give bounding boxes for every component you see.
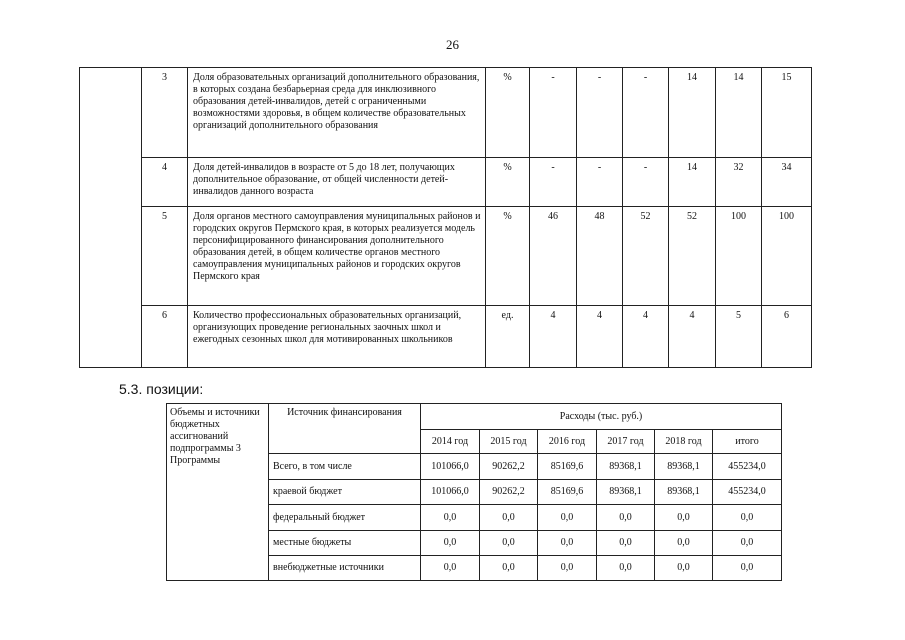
amount-cell: 0,0 (421, 531, 480, 556)
amount-cell: 90262,2 (480, 480, 538, 505)
value-cell: 4 (669, 306, 716, 368)
amount-cell: 0,0 (538, 531, 597, 556)
unit-cell: % (486, 207, 530, 306)
value-cell: 32 (716, 158, 762, 207)
amount-cell: 85169,6 (538, 454, 597, 480)
empty-cell (80, 68, 142, 368)
expenses-header: Расходы (тыс. руб.) (421, 404, 782, 430)
table-row (80, 207, 812, 306)
funding-table (166, 403, 782, 581)
value-cell: - (530, 158, 577, 207)
source-cell: местные бюджеты (269, 531, 421, 556)
value-cell: 14 (669, 68, 716, 158)
amount-cell: 0,0 (713, 531, 782, 556)
amount-cell: 0,0 (655, 556, 713, 581)
amount-cell: 0,0 (480, 505, 538, 531)
value-cell: 52 (669, 207, 716, 306)
indicator-text: Доля детей-инвалидов в возрасте от 5 до 18 лет, получающих дополнительное образование, от общей численности детей-инвалидов данного возраста (188, 158, 486, 207)
unit-cell: ед. (486, 306, 530, 368)
table-row (80, 306, 812, 368)
amount-cell: 0,0 (597, 531, 655, 556)
value-cell: - (623, 68, 669, 158)
amount-cell: 89368,1 (655, 480, 713, 505)
year-header: 2017 год (597, 430, 655, 454)
amount-cell: 0,0 (538, 556, 597, 581)
year-header: 2016 год (538, 430, 597, 454)
amount-cell: 101066,0 (421, 454, 480, 480)
amount-cell: 0,0 (421, 556, 480, 581)
amount-cell: 0,0 (421, 505, 480, 531)
year-header: 2018 год (655, 430, 713, 454)
indicator-text: Количество профессиональных образовательных организаций, организующих проведение региональных заочных школ и ежегодных сезонных школ для мотивированных школьников (188, 306, 486, 368)
value-cell: 6 (762, 306, 812, 368)
unit-cell: % (486, 68, 530, 158)
value-cell: 4 (530, 306, 577, 368)
amount-cell: 455234,0 (713, 454, 782, 480)
value-cell: - (577, 68, 623, 158)
value-cell: 34 (762, 158, 812, 207)
amount-cell: 85169,6 (538, 480, 597, 505)
row-number: 4 (142, 158, 188, 207)
row-number: 5 (142, 207, 188, 306)
value-cell: - (623, 158, 669, 207)
unit-cell: % (486, 158, 530, 207)
table-row (80, 158, 812, 207)
section-title: 5.3. позиции: (119, 381, 204, 397)
funding-label: Объемы и источники бюджетных ассигнований подпрограммы 3 Программы (167, 404, 269, 581)
indicator-text: Доля органов местного самоуправления муниципальных районов и городских округов Пермского края, в которых реализуется модель персонифицированного финансирования дополнительного образования детей, в общем количестве органов местного самоуправления муниципальных районов и городских округов Пермского края (188, 207, 486, 306)
source-cell: Всего, в том числе (269, 454, 421, 480)
amount-cell: 89368,1 (597, 454, 655, 480)
source-cell: краевой бюджет (269, 480, 421, 505)
year-header: 2014 год (421, 430, 480, 454)
amount-cell: 0,0 (713, 556, 782, 581)
value-cell: 4 (577, 306, 623, 368)
value-cell: 100 (716, 207, 762, 306)
value-cell: 46 (530, 207, 577, 306)
amount-cell: 0,0 (597, 556, 655, 581)
value-cell: 14 (669, 158, 716, 207)
amount-cell: 90262,2 (480, 454, 538, 480)
source-header: Источник финансирования (269, 404, 421, 454)
source-cell: федеральный бюджет (269, 505, 421, 531)
value-cell: - (577, 158, 623, 207)
amount-cell: 0,0 (597, 505, 655, 531)
amount-cell: 455234,0 (713, 480, 782, 505)
indicator-text: Доля образовательных организаций дополнительного образования, в которых создана безбарьерная среда для инклюзивного образования детей-инвалидов, детей с ограниченными возможностями здоровья, в общем количестве образовательных организаций дополнительного образования (188, 68, 486, 158)
amount-cell: 0,0 (655, 505, 713, 531)
amount-cell: 0,0 (480, 531, 538, 556)
amount-cell: 89368,1 (655, 454, 713, 480)
year-header: 2015 год (480, 430, 538, 454)
row-number: 3 (142, 68, 188, 158)
source-cell: внебюджетные источники (269, 556, 421, 581)
amount-cell: 0,0 (538, 505, 597, 531)
amount-cell: 89368,1 (597, 480, 655, 505)
value-cell: 52 (623, 207, 669, 306)
value-cell: - (530, 68, 577, 158)
value-cell: 5 (716, 306, 762, 368)
table-row (167, 404, 782, 430)
value-cell: 14 (716, 68, 762, 158)
value-cell: 100 (762, 207, 812, 306)
value-cell: 15 (762, 68, 812, 158)
page-number: 26 (446, 37, 459, 52)
row-number: 6 (142, 306, 188, 368)
indicators-table (79, 67, 812, 368)
amount-cell: 0,0 (480, 556, 538, 581)
amount-cell: 101066,0 (421, 480, 480, 505)
value-cell: 48 (577, 207, 623, 306)
total-header: итого (713, 430, 782, 454)
value-cell: 4 (623, 306, 669, 368)
table-row (80, 68, 812, 158)
amount-cell: 0,0 (655, 531, 713, 556)
amount-cell: 0,0 (713, 505, 782, 531)
